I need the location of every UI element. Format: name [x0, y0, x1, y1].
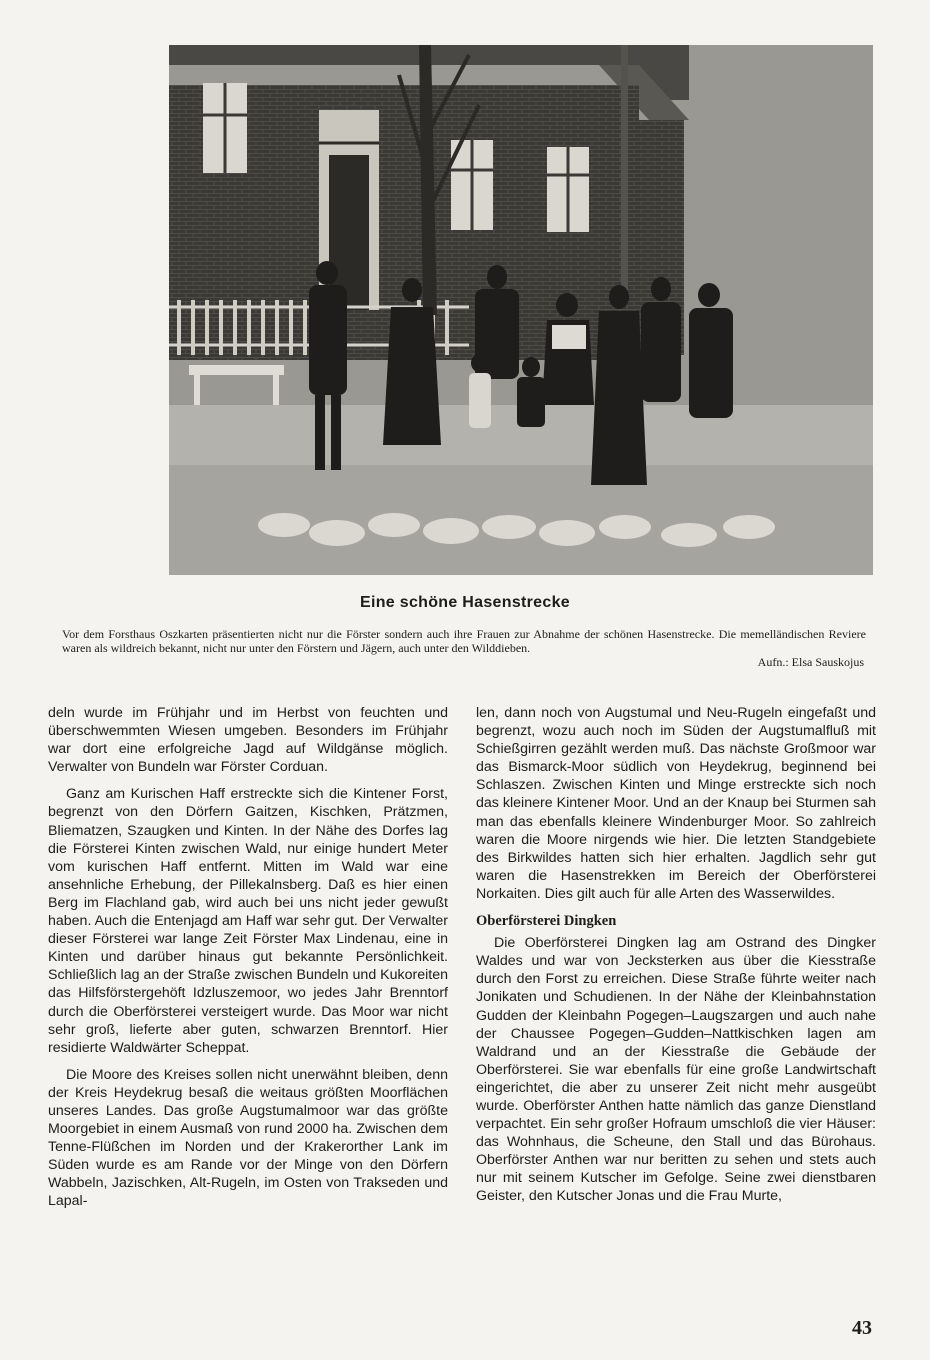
paragraph: Die Oberförsterei Dingken lag am Ostrand des Dingker Waldes und war von Jecksterken aus über die Kiesstraße durch den Forst zu erreichen. Diese Straße führte weiter nach Jonikaten und Schudienen. In der Nähe der Kleinbahnstation Gudden der Kleinbahn Pogegen–Laugszargen und auch nahe der Chaussee Pogegen–Gudden–Nattkischken lagen am Waldrand und an der Kiesstraße die Gebäude der Oberförsterei. Sie war ebenfalls für eine große Landwirtschaft eingerichtet, die aber zu unserer Zeit nicht mehr ausgeübt wurde. Oberförster Anthen hatte nämlich das ganze Dienstland verpachtet. Ein sehr großer Hofraum umschloß die vier Häuser: das Wohnhaus, die Scheune, den Stall und das Bürohaus. Oberförster Anthen war nur beritten zu sehen und stets auch nur mit seinem Kutscher im Gefolge. Seine zwei dienstbaren Geister, den Kutscher Jonas und die Frau Murte, [476, 935, 876, 1205]
paragraph: deln wurde im Frühjahr und im Herbst von feuchten und überschwemmten Wiesen umgeben. Besonders im Frühjahr war dort eine erfolgreiche Jagd auf Wildgänse möglich. Verwalter von Bundeln war Förster Corduan. [48, 705, 448, 776]
paragraph: Ganz am Kurischen Haff erstreckte sich die Kintener Forst, begrenzt von den Dörfern Gaitzen, Kischken, Prätzmen, Bliematzen, Szaugken und Kinten. In der Nähe des Dorfes lag die Försterei Kinten zwischen Wald, nur einige hundert Meter vom kurischen Haff entfernt. Mitten im Wald war eine ansehnliche Erhebung, der Pillekalnsberg. Daß es hier einen Berg im Flachland gab, wird auch bei uns nicht jeder gewußt haben. Auch die Entenjagd am Haff war sehr gut. Der Verwalter dieser Försterei war lange Zeit Förster Max Lindenau, eine in Kinten und darüber hinaus gut bekannte Persönlichkeit. Schließlich lag an der Straße zwischen Bundeln und Kukoreiten das Hilfsförstergehöft Idzluszemoor, wo jedes Jahr Brenntorf durch die Oberförsterei versteigert wurde. Das Moor war nicht sehr groß, lieferte aber guten, schwarzen Brenntorf. Hier residierte Waldwärter Scheppat. [48, 786, 448, 1056]
left-column [48, 704, 448, 1220]
photo-illustration [169, 45, 873, 575]
photo-caption-title: Eine schöne Hasenstrecke [360, 594, 570, 611]
paragraph: len, dann noch von Augstumal und Neu-Rugeln eingefaßt und begrenzt, wozu auch noch im Süden der Augstumalfluß mit Schießgirren gezählt werden muß. Das nächste Großmoor war das Bismarck-Moor südlich von Heydekrug, beginnend bei Schlaszen. Zwischen Kinten und Minge erstreckte sich noch das kleinere Kintener Moor. Und an der Knaup bei Sturmen sah man das ebenfalls kleinere Windenburger Moor. So zahlreich waren die Moore nirgends wie hier. Die letzten Standgebiete des Birkwildes hatten sich hier erhalten. Jagdlich sehr gut waren die Hasenstrekken im Bereich der Oberförsterei Norkaiten. Dies gilt auch für alle Arten des Wasserwildes. [476, 705, 876, 902]
photo-forsthaus [169, 45, 873, 575]
photo-credit: Aufn.: Elsa Sauskojus [757, 655, 864, 669]
photo-caption-text: Vor dem Forsthaus Oszkarten präsentierten nicht nur die Förster sondern auch ihre Frauen zur Abnahme der schönen Hasenstrecke. Die memelländischen Reviere waren als wildreich bekannt, nicht nur unter den Förstern und Jägern, auch unter den Wilddieben. [62, 627, 866, 655]
page-number: 43 [852, 1317, 872, 1339]
paragraph: Die Moore des Kreises sollen nicht unerwähnt bleiben, denn der Kreis Heydekrug besaß die weitaus größten Moorflächen unseres Landes. Das große Augstumalmoor war das größte Moorgebiet in einem Ausmaß von rund 2000 ha. Zwischen dem Tenne-Flüßchen im Norden und der Krakerorther Lank im Süden wurde es am Rande vor der Minge von den Dörfern Wabbeln, Jazischken, Alt-Rugeln, im Osten von Trakseden und Lapal- [48, 1066, 448, 1210]
section-heading: Oberförsterei Dingken [476, 913, 617, 930]
right-column [476, 704, 876, 1215]
